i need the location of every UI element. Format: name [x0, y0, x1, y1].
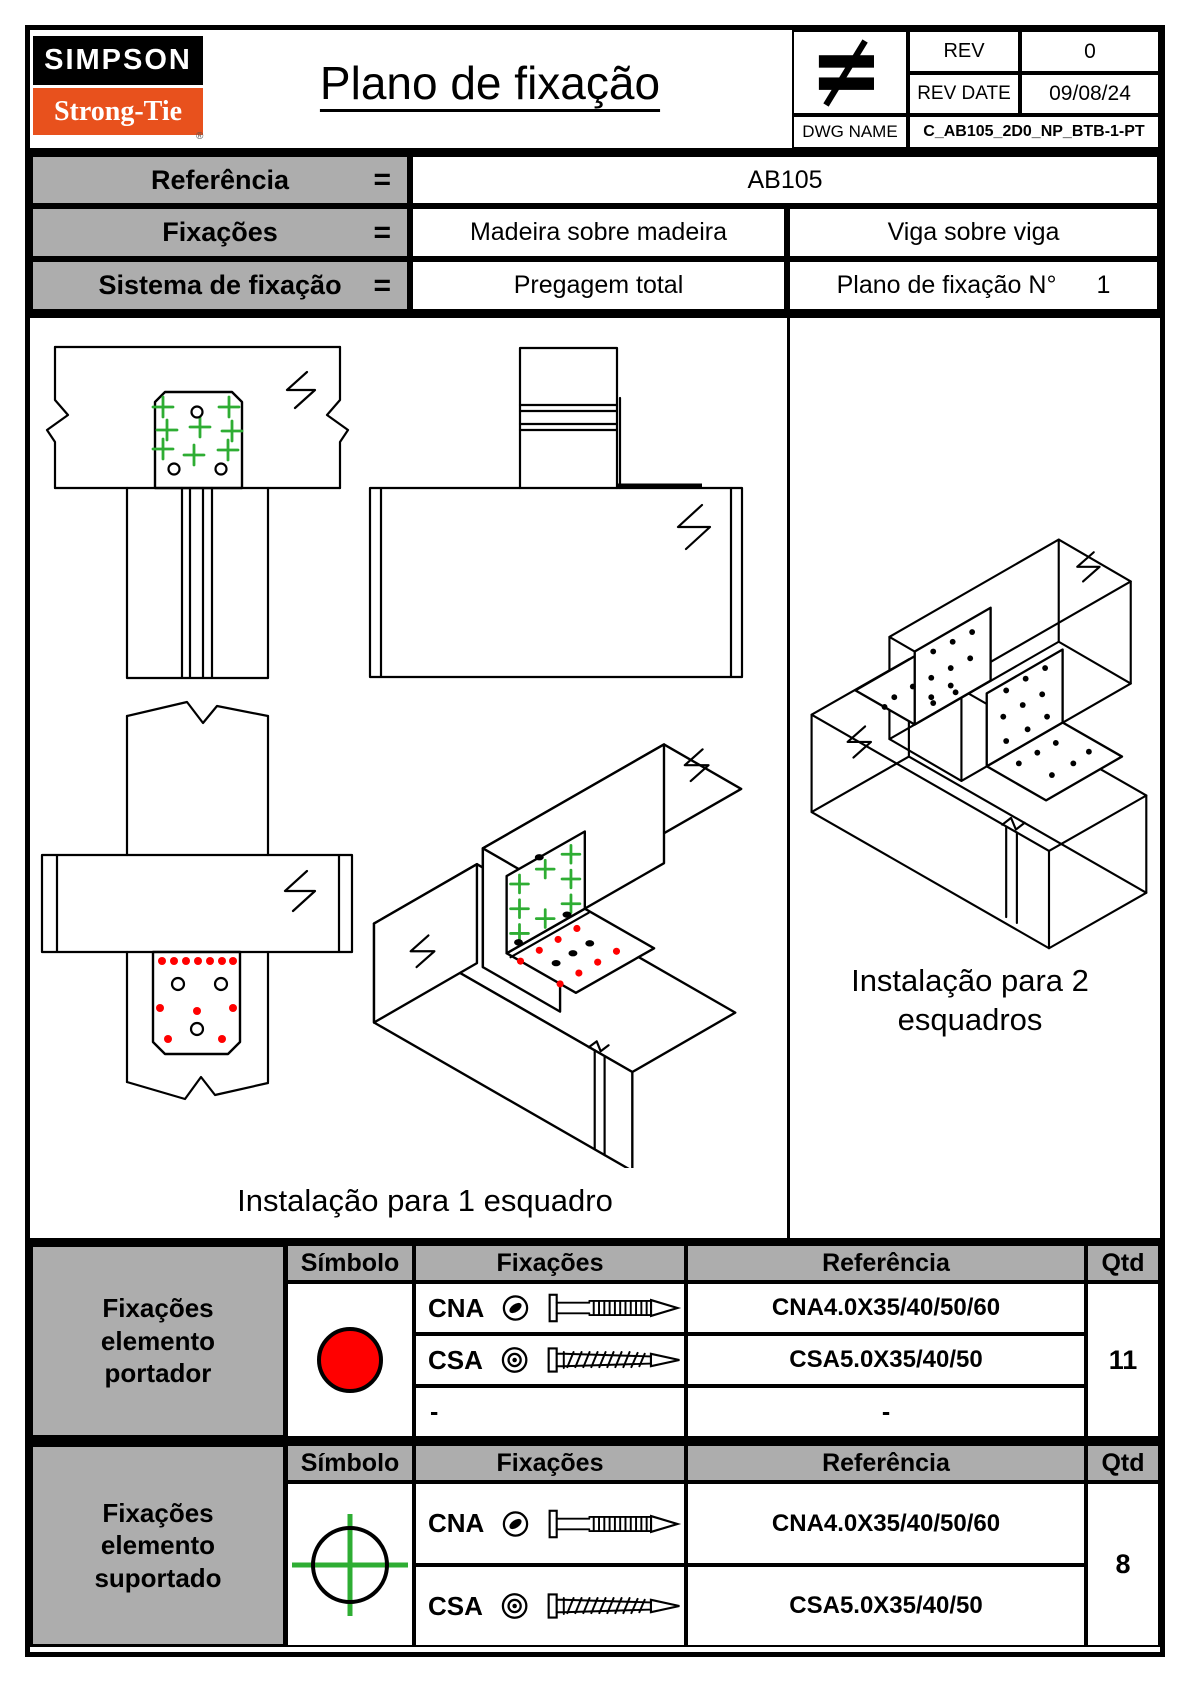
isometric-two-brackets-drawing	[797, 445, 1157, 965]
portador-row-dash-ref: -	[686, 1386, 1086, 1438]
portador-header-referencia: Referência	[686, 1244, 1086, 1282]
suportado-row-cna-fix	[414, 1482, 686, 1565]
csa-screw-head-icon	[499, 1343, 530, 1377]
portador-row-csa-ref: CSA5.0X35/40/50	[686, 1334, 1086, 1386]
info-row1-value-cell: AB105	[410, 154, 1160, 206]
equals-sign: =	[373, 215, 391, 249]
break-symbol	[287, 372, 315, 408]
rev-date-value-cell: 09/08/24	[1020, 73, 1160, 115]
equals-sign: =	[373, 163, 391, 196]
caption-two-brackets	[800, 962, 1140, 1040]
red-circle-icon	[310, 1320, 390, 1400]
portador-qty-cell: 11	[1086, 1282, 1160, 1438]
info-row2-value2-cell: Viga sobre viga	[787, 206, 1160, 259]
suportado-header-qtd: Qtd	[1086, 1444, 1160, 1482]
plan-number-label: Plano de fixação N°	[836, 271, 1057, 299]
info-row3-label: Sistema de fixação	[98, 270, 342, 300]
info-row1-label: Referência	[150, 164, 290, 195]
dwg-name-value-cell: C_AB105_2D0_NP_BTB-1-PT	[908, 115, 1160, 149]
portador-header-simbolo: Símbolo	[286, 1244, 414, 1282]
break-symbol	[1077, 552, 1099, 581]
break-symbol	[285, 871, 315, 911]
caption-two-line1: Instalação para 2	[851, 963, 1089, 998]
simpson-logo-top	[33, 36, 203, 85]
suportado-row-cna-ref: CNA4.0X35/40/50/60	[686, 1482, 1086, 1565]
cna-nail-icon	[547, 1503, 684, 1545]
cna-nail-head-icon	[500, 1291, 531, 1325]
projection-symbol-cell	[792, 30, 908, 115]
fixing-code: CNA	[428, 1292, 485, 1323]
dwg-name-label-cell: DWG NAME	[792, 115, 908, 149]
suportado-row-csa-fix	[414, 1565, 686, 1647]
crosshair-circle-icon	[290, 1504, 410, 1626]
caption-two-line2: esquadros	[897, 1001, 1043, 1037]
portador-row-cna-ref: CNA4.0X35/40/50/60	[686, 1282, 1086, 1334]
cna-nail-icon	[547, 1287, 684, 1329]
csa-screw-icon	[546, 1339, 684, 1381]
portador-symbol-cell	[286, 1282, 414, 1438]
info-row2-label: Fixações	[162, 217, 278, 247]
break-symbol	[848, 726, 871, 757]
csa-screw-head-icon	[499, 1589, 530, 1623]
suportado-row-csa-ref: CSA5.0X35/40/50	[686, 1565, 1086, 1647]
portador-row-dash-fix: -	[414, 1386, 686, 1438]
fixing-code: CNA	[428, 1508, 485, 1538]
not-equal-projection-icon	[810, 37, 890, 109]
drawing-panel-divider	[787, 318, 790, 1238]
elevation-views-drawing	[35, 320, 365, 1130]
plan-number-value: 1	[1096, 271, 1111, 299]
suportado-group-cell	[30, 1444, 286, 1647]
suportado-qty-cell: 8	[1086, 1482, 1160, 1647]
simpson-logo-bottom	[33, 88, 203, 135]
portador-header-fixacoes: Fixações	[414, 1244, 686, 1282]
logo-text-strongtie: Strong-Tie	[53, 95, 183, 127]
break-symbol	[1002, 818, 1024, 923]
portador-header-qtd: Qtd	[1086, 1244, 1160, 1282]
page-title: Plano de fixação	[319, 57, 661, 109]
isometric-one-bracket-drawing	[352, 688, 782, 1168]
fixing-code: CSA	[428, 1590, 483, 1621]
rev-label-cell: REV	[908, 30, 1020, 73]
rev-value-cell: 0	[1020, 30, 1160, 73]
break-symbol	[127, 702, 268, 723]
suportado-group-label: Fixações elemento suportado	[94, 1497, 222, 1593]
suportado-symbol-cell	[286, 1482, 414, 1647]
equals-sign: =	[373, 268, 391, 302]
info-row3-value1-cell: Pregagem total	[410, 259, 787, 312]
info-divider	[25, 312, 1165, 318]
portador-row-cna-fix	[414, 1282, 686, 1334]
break-symbol	[678, 505, 710, 549]
side-view-drawing	[350, 320, 760, 680]
registered-mark: ®	[196, 131, 204, 142]
cna-nail-head-icon	[500, 1507, 531, 1541]
csa-screw-icon	[546, 1585, 684, 1627]
info-row3-label-cell	[30, 259, 410, 312]
portador-row-csa-fix	[414, 1334, 686, 1386]
portador-group-cell	[30, 1244, 286, 1438]
info-row1-label-cell	[30, 154, 410, 206]
caption-one-bracket: Instalação para 1 esquadro	[237, 1183, 613, 1218]
rev-date-label-cell: REV DATE	[908, 73, 1020, 115]
info-row2-value1-cell: Madeira sobre madeira	[410, 206, 787, 259]
info-row2-label-cell	[30, 206, 410, 259]
info-row3-value2-cell	[787, 259, 1160, 312]
suportado-header-fixacoes: Fixações	[414, 1444, 686, 1482]
logo-text-simpson: SIMPSON	[44, 44, 192, 76]
suportado-header-simbolo: Símbolo	[286, 1444, 414, 1482]
suportado-header-referencia: Referência	[686, 1444, 1086, 1482]
portador-group-label: Fixações elemento portador	[100, 1293, 216, 1389]
break-symbol	[127, 1077, 268, 1099]
fixing-code: CSA	[428, 1344, 483, 1375]
